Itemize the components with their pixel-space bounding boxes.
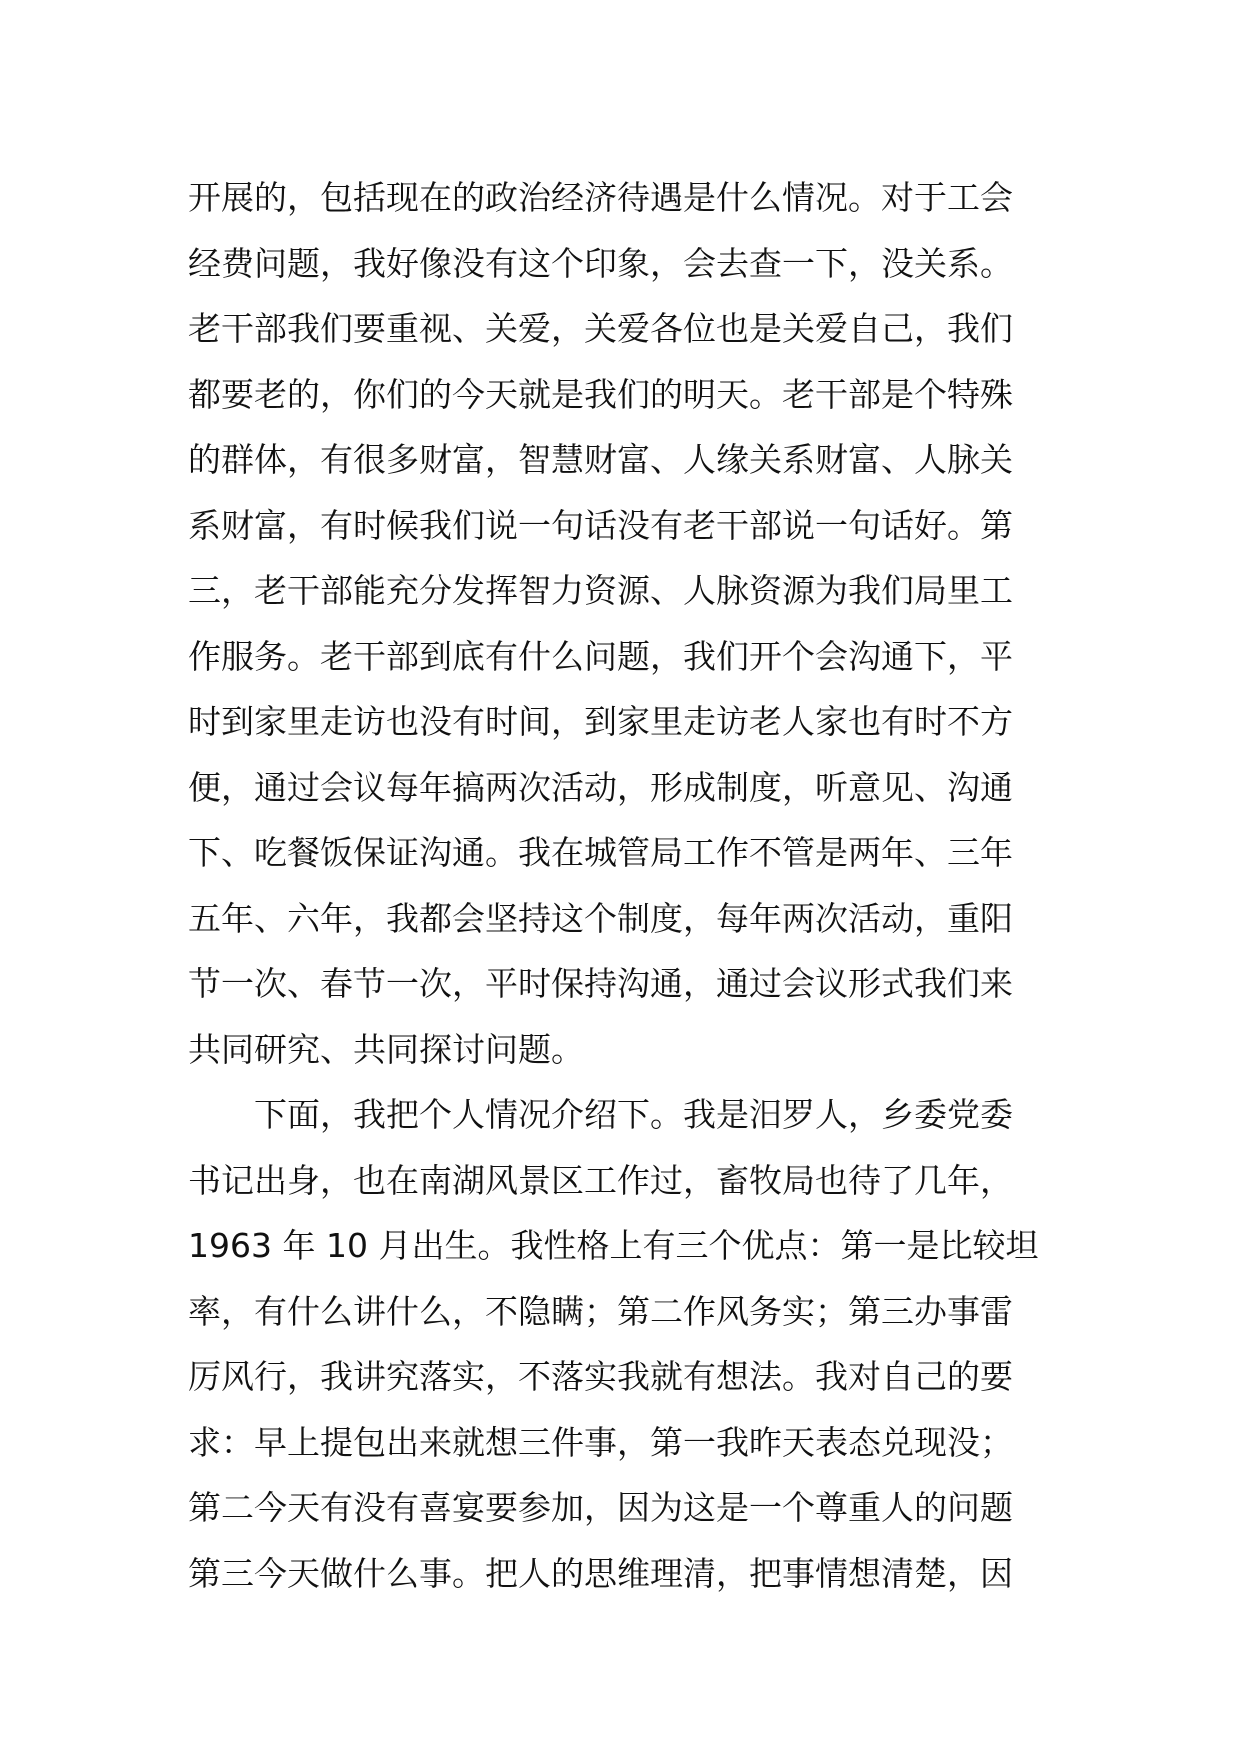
text-line: 系财富，有时候我们说一句话没有老干部说一句话好。第 bbox=[188, 505, 1013, 545]
text-line: 老干部我们要重视、关爱，关爱各位也是关爱自己，我们 bbox=[188, 309, 1013, 348]
text-line: 三，老干部能充分发挥智力资源、人脉资源为我们局里工 bbox=[188, 571, 1013, 610]
text-line: 下、吃餐饭保证沟通。我在城管局工作不管是两年、三年 bbox=[188, 833, 1013, 872]
text-line: 厉风行，我讲究落实，不落实我就有想法。我对自己的要 bbox=[188, 1357, 1013, 1396]
text-line: 共同研究、共同探讨问题。 bbox=[188, 1029, 584, 1069]
text-line: 五年、六年，我都会坚持这个制度，每年两次活动，重阳 bbox=[188, 898, 1013, 938]
paragraph-start-line: 下面，我把个人情况介绍下。我是汨罗人，乡委党委 bbox=[254, 1095, 1013, 1134]
text-line: 第三今天做什么事。把人的思维理清，把事情想清楚，因 bbox=[188, 1553, 1013, 1593]
text-line: 率，有什么讲什么，不隐瞒；第二作风务实；第三办事雷 bbox=[188, 1291, 1013, 1331]
text-line: 时到家里走访也没有时间，到家里走访老人家也有时不方 bbox=[188, 702, 1013, 741]
text-line: 作服务。老干部到底有什么问题，我们开个会沟通下，平 bbox=[188, 636, 1013, 676]
text-line: 开展的，包括现在的政治经济待遇是什么情况。对于工会 bbox=[188, 178, 1013, 217]
text-line: 书记出身，也在南湖风景区工作过，畜牧局也待了几年， bbox=[188, 1160, 1013, 1200]
text-line: 1963 年 10 月出生。我性格上有三个优点：第一是比较坦 bbox=[188, 1226, 1039, 1265]
text-line: 的群体，有很多财富，智慧财富、人缘关系财富、人脉关 bbox=[188, 440, 1013, 479]
text-line: 第二今天有没有喜宴要参加，因为这是一个尊重人的问题 bbox=[188, 1488, 1013, 1527]
body-text bbox=[188, 165, 1068, 1606]
text-line: 节一次、春节一次，平时保持沟通，通过会议形式我们来 bbox=[188, 964, 1013, 1003]
text-line: 经费问题，我好像没有这个印象，会去查一下，没关系。 bbox=[188, 243, 1013, 283]
text-line: 便，通过会议每年搞两次活动，形成制度，听意见、沟通 bbox=[188, 767, 1013, 807]
text-line: 求：早上提包出来就想三件事，第一我昨天表态兑现没； bbox=[188, 1422, 1013, 1462]
text-line: 都要老的，你们的今天就是我们的明天。老干部是个特殊 bbox=[188, 374, 1013, 414]
